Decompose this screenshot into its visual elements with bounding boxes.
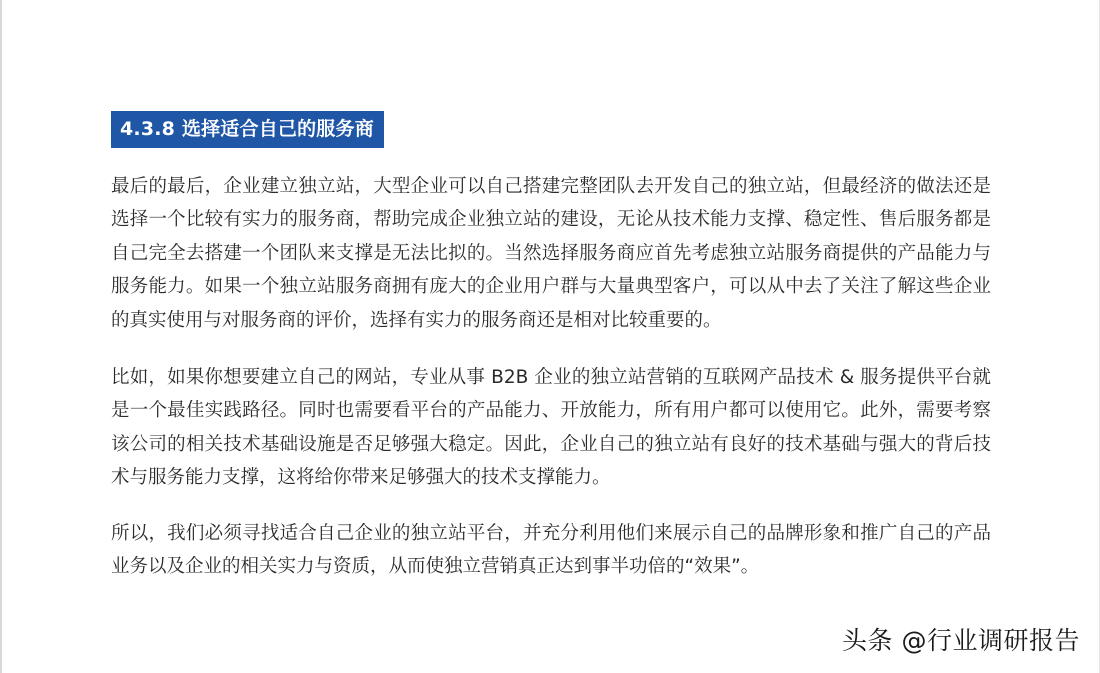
- paragraph-3: 所以，我们必须寻找适合自己企业的独立站平台，并充分利用他们来展示自己的品牌形象和推广自己的产品业务以及企业的相关实力与资质，从而使独立营销真正达到事半功倍的“效果”。: [111, 522, 991, 578]
- document-body: [111, 111, 991, 583]
- paragraph-1: 最后的最后，企业建立独立站，大型企业可以自己搭建完整团队去开发自己的独立站，但最经济的做法还是选择一个比较有实力的服务商，帮助完成企业独立站的建设，无论从技术能力支撑、稳定性、售后服务都是自己完全去搭建一个团队来支撑是无法比拟的。当然选择服务商应首先考虑独立站服务商提供的产品能力与服务能力。如果一个独立站服务商拥有庞大的企业用户群与大量典型客户，可以从中去了关注了解这些企业的真实使用与对服务商的评价，选择有实力的服务商还是相对比较重要的。: [111, 176, 991, 331]
- page-left-border: [0, 0, 2, 673]
- section-heading: 4.3.8 选择适合自己的服务商: [111, 111, 384, 148]
- source-watermark: 头条 @行业调研报告: [842, 626, 1080, 655]
- paragraph-2: 比如，如果你想要建立自己的网站，专业从事 B2B 企业的独立站营销的互联网产品技术 & 服务提供平台就是一个最佳实践路径。同时也需要看平台的产品能力、开放能力，所有用户都可以使用它。此外，需要考察该公司的相关技术基础设施是否足够强大稳定。因此，企业自己的独立站有良好的技术基础与强大的背后技术与服务能力支撑，这将给你带来足够强大的技术支撑能力。: [111, 367, 991, 489]
